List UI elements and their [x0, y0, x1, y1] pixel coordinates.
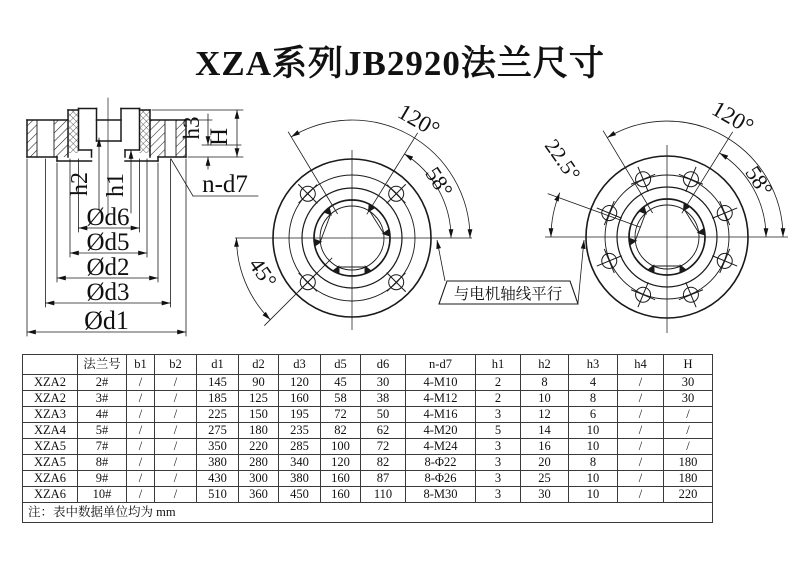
table-cell: 8	[569, 391, 618, 407]
column-header: d1	[197, 355, 239, 375]
technical-drawing	[0, 88, 800, 350]
dim-label-d5: Ød5	[86, 229, 130, 256]
table-cell: 4-M12	[406, 391, 476, 407]
table-cell: /	[618, 471, 664, 487]
table-cell: 8-Φ26	[406, 471, 476, 487]
table-cell: 4-M24	[406, 439, 476, 455]
column-header: h4	[618, 355, 664, 375]
table-cell: 275	[197, 423, 239, 439]
dim-label-d1: Ød1	[84, 306, 129, 335]
table-cell: 4-M16	[406, 407, 476, 423]
dim-label-d2: Ød2	[86, 254, 130, 281]
dim-label-d6: Ød6	[86, 204, 130, 231]
table-cell: XZA4	[23, 423, 78, 439]
table-cell: 150	[239, 407, 279, 423]
table-cell: 50	[361, 407, 406, 423]
table-cell: /	[618, 407, 664, 423]
table-cell: 450	[279, 487, 321, 503]
table-body	[23, 375, 713, 503]
table-cell: 285	[279, 439, 321, 455]
table-cell: 3	[476, 455, 521, 471]
column-header	[23, 355, 78, 375]
table-cell: 4	[569, 375, 618, 391]
table-row	[23, 407, 713, 423]
table-cell: 62	[361, 423, 406, 439]
table-cell: 145	[197, 375, 239, 391]
table-cell: 4-M20	[406, 423, 476, 439]
table-cell: 5#	[78, 423, 127, 439]
dim-label-H: H	[206, 127, 233, 147]
table-row	[23, 375, 713, 391]
table-cell: XZA2	[23, 375, 78, 391]
table-cell: XZA5	[23, 439, 78, 455]
table-cell: /	[618, 375, 664, 391]
table-cell: 125	[239, 391, 279, 407]
table-cell: 280	[239, 455, 279, 471]
table-cell: /	[155, 455, 197, 471]
column-header: h2	[521, 355, 569, 375]
table-cell: 8-Φ22	[406, 455, 476, 471]
table-cell: XZA6	[23, 487, 78, 503]
table-cell: 220	[664, 487, 713, 503]
table-cell: 72	[321, 407, 361, 423]
table-cell: 16	[521, 439, 569, 455]
table-cell: /	[155, 391, 197, 407]
table-cell: 160	[279, 391, 321, 407]
table-cell: /	[664, 407, 713, 423]
dim-label-nd7: n-d7	[202, 171, 248, 198]
angle-label-120: 120°	[393, 98, 444, 143]
table-cell: /	[127, 439, 155, 455]
table-header	[23, 355, 713, 375]
table-cell: /	[127, 407, 155, 423]
table-cell: /	[155, 407, 197, 423]
table-cell: 3#	[78, 391, 127, 407]
table-cell: /	[618, 391, 664, 407]
table-cell: 12	[521, 407, 569, 423]
table-cell: 180	[239, 423, 279, 439]
table-cell: /	[664, 439, 713, 455]
table-cell: 82	[361, 455, 406, 471]
angle-label-45: 45°	[244, 252, 283, 293]
column-header: n-d7	[406, 355, 476, 375]
angle-dimension-lines	[236, 120, 470, 326]
column-header: 法兰号	[78, 355, 127, 375]
table-cell: 8	[521, 375, 569, 391]
table-cell: 160	[321, 471, 361, 487]
table-cell: 110	[361, 487, 406, 503]
dim-label-d3: Ød3	[86, 279, 130, 306]
table-cell: 100	[321, 439, 361, 455]
front-view-8-bolt	[540, 96, 788, 333]
table-cell: /	[127, 423, 155, 439]
table-cell: 3	[476, 487, 521, 503]
angle-label-120: 120°	[707, 95, 758, 140]
table-cell: /	[127, 455, 155, 471]
table-cell: 45	[321, 375, 361, 391]
table-cell: 430	[197, 471, 239, 487]
table-cell: XZA5	[23, 455, 78, 471]
table-cell: 30	[521, 487, 569, 503]
table-cell: 8	[569, 455, 618, 471]
table-cell: 2	[476, 375, 521, 391]
table-cell: 30	[361, 375, 406, 391]
table-cell: 4-M10	[406, 375, 476, 391]
table-note: 注：表中数据单位均为 mm	[23, 503, 713, 523]
table-cell: 225	[197, 407, 239, 423]
table-cell: 510	[197, 487, 239, 503]
section-hatch	[27, 110, 186, 157]
table-cell: 58	[321, 391, 361, 407]
column-header: d3	[279, 355, 321, 375]
dim-label-h2: h2	[67, 172, 93, 196]
column-header: b2	[155, 355, 197, 375]
page-title: XZA系列JB2920法兰尺寸	[195, 44, 605, 83]
column-header: d5	[321, 355, 361, 375]
table-row	[23, 487, 713, 503]
table-cell: 10	[569, 471, 618, 487]
axis-annotation-flag	[439, 281, 578, 304]
table-cell: /	[155, 471, 197, 487]
table-cell: 185	[197, 391, 239, 407]
table-cell: 72	[361, 439, 406, 455]
table-cell: 350	[197, 439, 239, 455]
angle-label-58: 58°	[420, 162, 459, 202]
table-cell: 300	[239, 471, 279, 487]
table-cell: 30	[664, 375, 713, 391]
table-cell: 82	[321, 423, 361, 439]
table-cell: /	[664, 423, 713, 439]
table-cell: 3	[476, 407, 521, 423]
column-header: h3	[569, 355, 618, 375]
front-view-4-bolt	[235, 99, 472, 330]
table-cell: 3	[476, 471, 521, 487]
column-header: d2	[239, 355, 279, 375]
table-cell: 10	[521, 391, 569, 407]
table-cell: /	[618, 455, 664, 471]
table-cell: 5	[476, 423, 521, 439]
table-row	[23, 455, 713, 471]
table-cell: 25	[521, 471, 569, 487]
table-cell: /	[618, 439, 664, 455]
table-cell: /	[155, 375, 197, 391]
table-cell: 3	[476, 439, 521, 455]
table-row	[23, 423, 713, 439]
table-cell: 38	[361, 391, 406, 407]
table-cell: 10	[569, 487, 618, 503]
table-cell: 360	[239, 487, 279, 503]
table-cell: 235	[279, 423, 321, 439]
table-cell: 120	[321, 455, 361, 471]
table-cell: 8#	[78, 455, 127, 471]
table-header-row	[23, 355, 713, 375]
table-cell: 90	[239, 375, 279, 391]
column-header: H	[664, 355, 713, 375]
section-view	[27, 98, 258, 336]
table-cell: /	[127, 487, 155, 503]
table-cell: 7#	[78, 439, 127, 455]
table-note-row	[23, 503, 713, 523]
table-cell: 2	[476, 391, 521, 407]
table-cell: /	[618, 423, 664, 439]
table-cell: 380	[279, 471, 321, 487]
table-cell: 380	[197, 455, 239, 471]
table-cell: 120	[279, 375, 321, 391]
table-cell: /	[155, 439, 197, 455]
table-cell: 30	[664, 391, 713, 407]
table-row	[23, 471, 713, 487]
table-cell: 14	[521, 423, 569, 439]
table-cell: /	[155, 423, 197, 439]
table-cell: 220	[239, 439, 279, 455]
table-cell: /	[155, 487, 197, 503]
table-row	[23, 439, 713, 455]
table-cell: 10	[569, 423, 618, 439]
dimensions-table	[22, 354, 713, 523]
dim-label-h1: h1	[103, 173, 129, 197]
table-cell: 180	[664, 455, 713, 471]
column-header: d6	[361, 355, 406, 375]
table-cell: 8-M30	[406, 487, 476, 503]
column-header: h1	[476, 355, 521, 375]
table-cell: /	[127, 471, 155, 487]
table-cell: /	[618, 487, 664, 503]
table-cell: 195	[279, 407, 321, 423]
axis-annotation-text: 与电机轴线平行	[453, 286, 563, 303]
table-cell: XZA2	[23, 391, 78, 407]
table-cell: 20	[521, 455, 569, 471]
table-cell: 10#	[78, 487, 127, 503]
table-cell: 6	[569, 407, 618, 423]
table-cell: 4#	[78, 407, 127, 423]
table-cell: 9#	[78, 471, 127, 487]
column-header: b1	[127, 355, 155, 375]
table-row	[23, 391, 713, 407]
angle-label-22-5: 22.5°	[539, 134, 586, 186]
table-cell: XZA3	[23, 407, 78, 423]
angle-label-58: 58°	[740, 161, 779, 201]
table-cell: 340	[279, 455, 321, 471]
table-cell: 10	[569, 439, 618, 455]
dim-label-h3: h3	[179, 116, 204, 140]
table-cell: XZA6	[23, 471, 78, 487]
table-cell: 180	[664, 471, 713, 487]
table-cell: 2#	[78, 375, 127, 391]
table-cell: /	[127, 375, 155, 391]
table-cell: /	[127, 391, 155, 407]
table-cell: 87	[361, 471, 406, 487]
table-cell: 160	[321, 487, 361, 503]
